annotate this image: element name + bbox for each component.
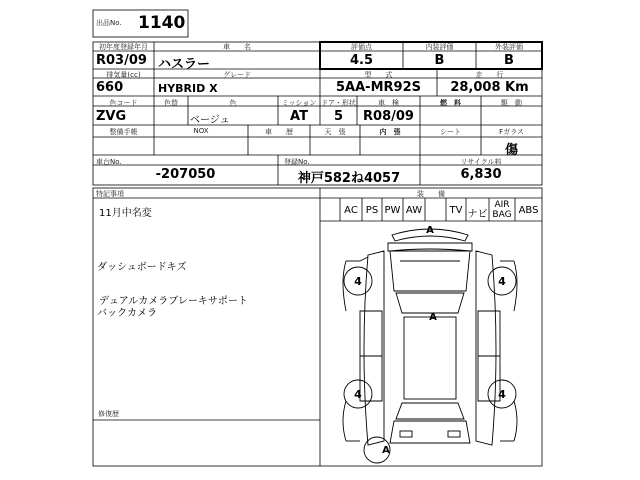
first-reg-label: 初年度登録年月	[99, 43, 148, 51]
exterior-label: 外装評価	[495, 43, 523, 51]
interior-value: B	[434, 53, 445, 68]
remark-3: デュアルカメラブレーキサポート	[99, 296, 248, 307]
glass-value: 傷	[504, 143, 518, 158]
color-value: ベージュ	[190, 115, 230, 126]
grade-value: HYBRID X	[158, 82, 218, 95]
color-change-label: 色替	[164, 99, 178, 107]
interior-label: 内装評価	[425, 43, 454, 51]
recycle-value: 6,830	[460, 167, 502, 182]
color-label: 色	[229, 99, 237, 107]
model-value: 5AA-MR92S	[336, 80, 421, 95]
color-code-label: 色コード	[109, 99, 138, 107]
inspection-label: 車 検	[378, 99, 399, 107]
mark-spare: A	[382, 445, 390, 456]
seat-label: シート	[440, 128, 461, 136]
color-code-value: ZVG	[96, 109, 127, 124]
remarks-label: 特記事項	[96, 190, 124, 198]
equip-navi: ナビ	[467, 209, 488, 220]
tire-front-right: 4	[498, 275, 506, 288]
first-reg-value: R03/09	[96, 53, 147, 68]
tire-rear-right: 4	[498, 388, 506, 401]
equip-ac: AC	[344, 205, 358, 216]
mark-roof: A	[429, 312, 437, 323]
car-name-value: ハスラー	[158, 57, 211, 72]
mission-label: ミッション	[281, 99, 317, 107]
model-label: 型 式	[364, 71, 393, 79]
tire-front-left: 4	[354, 275, 362, 288]
reg-no-value: 神戸582ね4057	[297, 171, 401, 186]
displacement-label: 排気量(cc)	[106, 71, 141, 79]
remark-2: ダッシュボードキズ	[97, 262, 187, 273]
equip-ps: PS	[365, 205, 379, 216]
history-label: 車 歴	[265, 128, 293, 136]
manual-label: 整備手帳	[109, 128, 138, 136]
displacement-value: 660	[96, 80, 124, 95]
chassis-value: -207050	[155, 167, 216, 182]
chassis-label: 車台No.	[96, 158, 122, 166]
door-label: ドア・形状	[321, 99, 356, 107]
score-value: 4.5	[349, 53, 374, 68]
lot-number: 1140	[138, 13, 186, 33]
drive-label: 駆 動	[501, 99, 522, 107]
mileage-value: 28,008 Km	[450, 80, 529, 95]
equip-abs: ABS	[518, 205, 539, 216]
equip-aw: AW	[405, 205, 423, 216]
equipment-label: 装 備	[417, 190, 445, 198]
lot-label: 出品No.	[96, 19, 122, 27]
equip-pw: PW	[384, 205, 401, 216]
inner-label: 内 張	[379, 128, 401, 136]
tire-rear-left: 4	[354, 388, 362, 401]
remark-4: バックカメラ	[97, 308, 157, 319]
reg-label: 登録No.	[284, 158, 310, 166]
remark-1: 11月中名変	[99, 208, 152, 219]
mark-bumper: A	[426, 225, 434, 236]
grade-label: グレード	[223, 71, 251, 79]
mission-value: AT	[290, 109, 308, 124]
ceiling-label: 天 張	[324, 128, 346, 136]
fuel-label: 燃 料	[440, 99, 461, 107]
exterior-value: B	[504, 53, 514, 68]
car-name-label: 車 名	[223, 43, 251, 51]
doors-value: 5	[333, 109, 344, 124]
nox-label: NOX	[193, 127, 209, 135]
repair-label: 修復歴	[98, 410, 119, 418]
score-label: 評価点	[351, 43, 372, 51]
equip-airbag: AIR BAG	[492, 200, 512, 220]
recycle-label: リサイクル料	[460, 158, 502, 166]
glass-label: Fガラス	[499, 128, 524, 136]
equip-tv: TV	[449, 205, 463, 216]
mileage-label: 走 行	[475, 71, 504, 79]
inspection-value: R08/09	[363, 109, 414, 124]
car-diagram	[320, 221, 542, 466]
